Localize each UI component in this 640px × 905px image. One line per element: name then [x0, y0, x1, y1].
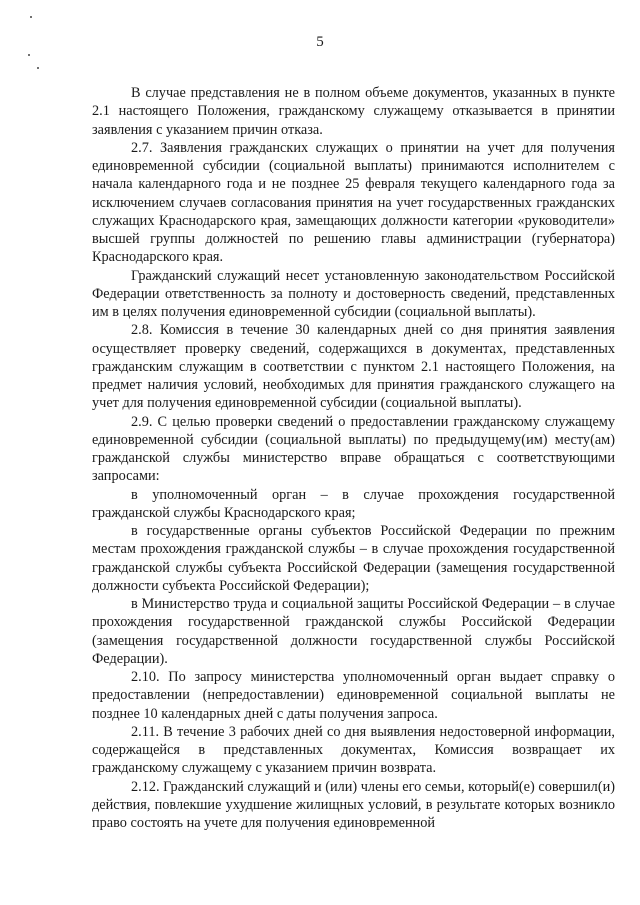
paragraph-2-8: 2.8. Комиссия в течение 30 календарных дней со дня принятия заявления осуществляет проверку сведений, содержащихся в документах, представленных гражданским служащим в соответствии с пунктом 2.1 настоящего Положения, на предмет наличия условий, необходимых для принятия гражданского служащего на учет для получения единовременной субсидии (социальной выплаты).	[92, 322, 615, 412]
paragraph-2-9: 2.9. С целью проверки сведений о предоставлении гражданскому служащему единовременной субсидии (социальной выплаты) по предыдущему(им) месту(ам) гражданской службы министерство вправе обращаться с соответствующими запросами:	[92, 413, 615, 485]
paragraph-2-7: 2.7. Заявления гражданских служащих о принятии на учет для получения единовременной субсидии (социальной выплаты) принимаются исполнителем с начала календарного года и не позднее 25 февраля текущего календарного года за исключением случаев согласования принятия на учет государственных гражданских служащих Краснодарского края, замещающих должности категории «руководители» высшей группы должностей по решению главы администрации (губернатора) Краснодарского края.	[92, 139, 615, 266]
document-body	[92, 84, 615, 832]
paragraph-request-authorized-body: в уполномоченный орган – в случае прохождения государственной гражданской службы Краснодарского края;	[92, 486, 615, 521]
paragraph-incomplete-documents: В случае представления не в полном объеме документов, указанных в пункте 2.1 настоящего Положения, гражданскому служащему отказывается в принятии заявления с указанием причин отказа.	[92, 85, 615, 138]
paragraph-request-ministry-labor: в Министерство труда и социальной защиты Российской Федерации – в случае прохождения государственной гражданской службы Российской Федерации (замещения государственной должности государственной службы Российской Федерации).	[92, 596, 615, 667]
paragraph-2-11: 2.11. В течение 3 рабочих дней со дня выявления недостоверной информации, содержащейся в представленных документах, Комиссия возвращает их гражданскому служащему с указанием причин возврата.	[92, 723, 615, 777]
scan-artifact	[30, 16, 32, 18]
paragraph-2-12: 2.12. Гражданский служащий и (или) члены его семьи, который(е) совершил(и) действия, повлекшие ухудшение жилищных условий, в результате которых возникло право состоять на учете для получения единовременной	[92, 778, 615, 831]
page-number: 5	[316, 34, 324, 50]
scan-artifact	[37, 67, 39, 69]
paragraph-request-regional-bodies: в государственные органы субъектов Российской Федерации по прежним местам прохождения гражданской службы – в случае прохождения государственной гражданской службы субъекта Российской Федерации (замещения государственной должности субъекта Российской Федерации);	[92, 523, 615, 594]
scan-artifact	[28, 54, 30, 56]
paragraph-2-10: 2.10. По запросу министерства уполномоченный орган выдает справку о предоставлении (непредоставлении) единовременной социальной выплаты не позднее 10 календарных дней с даты получения запроса.	[92, 669, 615, 722]
paragraph-responsibility: Гражданский служащий несет установленную законодательством Российской Федерации ответственность за полноту и достоверность сведений, представленных им в целях получения единовременной субсидии (социальной выплаты).	[92, 267, 615, 320]
